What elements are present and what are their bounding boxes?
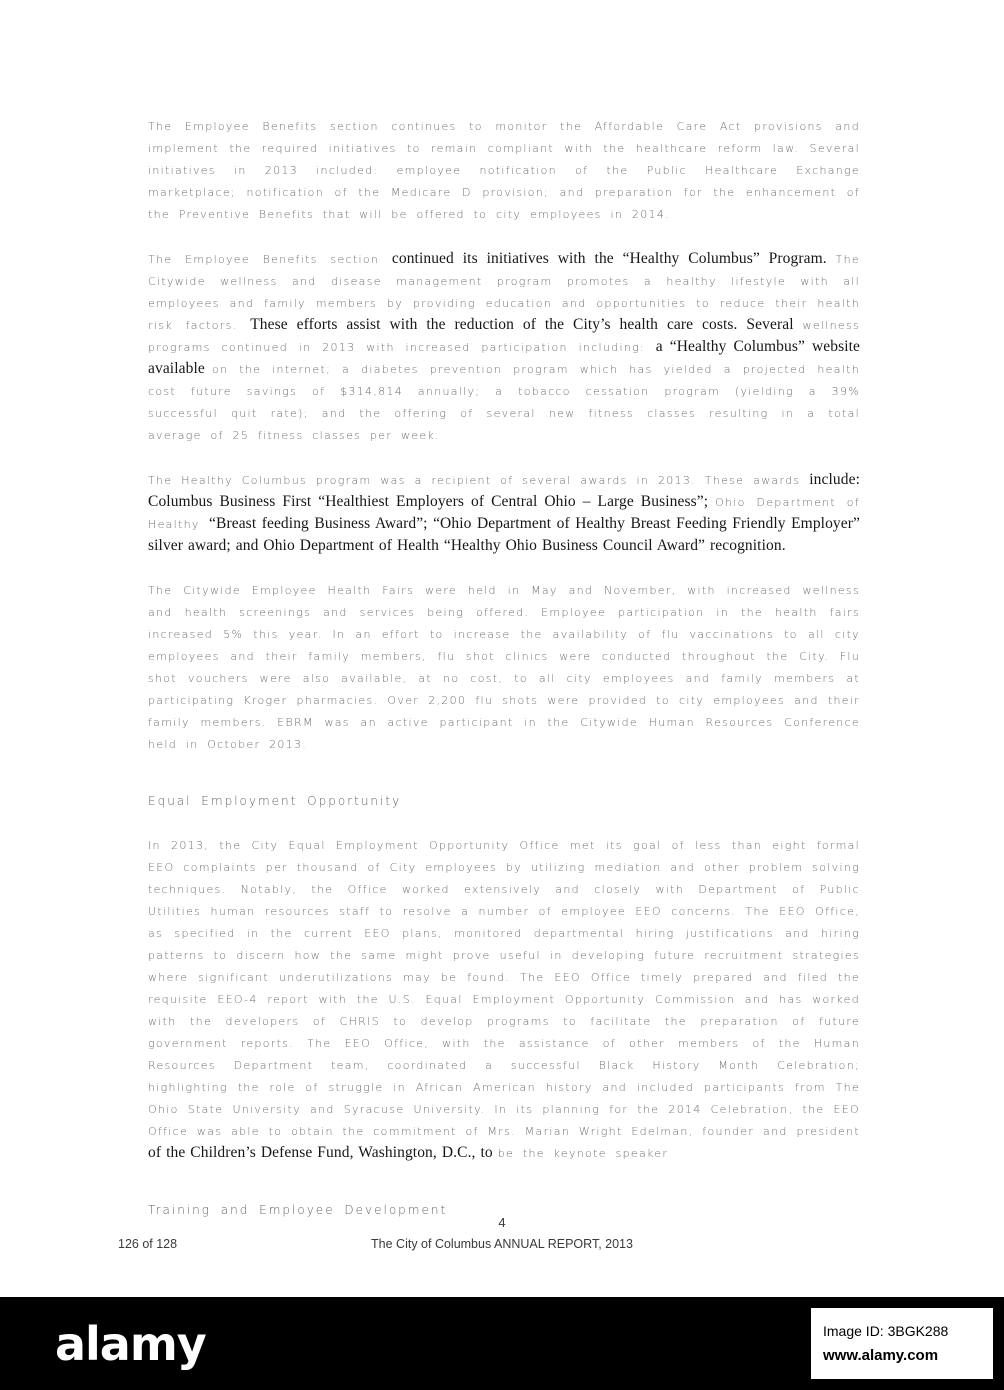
paragraph bbox=[148, 834, 860, 1164]
footer-row bbox=[0, 1237, 1004, 1255]
text-run: wellness programs continued in 2013 with increased participation including: bbox=[148, 319, 861, 354]
alamy-logo: alamy bbox=[55, 1316, 206, 1371]
text-run: The Employee Benefits section bbox=[148, 253, 392, 266]
footer-title: The City of Columbus ANNUAL REPORT, 2013 bbox=[371, 1237, 633, 1251]
text-run: include: Columbus Business First “Healthiest Employers of Central Ohio – Large Business”; bbox=[148, 471, 860, 510]
text-run: Training and Employee Development bbox=[148, 1203, 448, 1217]
alamy-url: www.alamy.com bbox=[823, 1347, 939, 1364]
text-run: The Citywide Employee Health Fairs were held in May and November, with increased wellness and health screenings and services being offered. Employee participation in the health fairs increased 5% this year. In an effort to increase the availability of flu vaccinations to all city employees and their family members, flu shot clinics were conducted throughout the City. Flu shot vouchers were also available, at no cost, to all city employees and family members at participating Kroger pharmacies. Over 2,200 flu shots were provided to city employees and their family members. EBRM was an active participant in the Citywide Human Resources Conference held in October 2013. bbox=[148, 584, 860, 751]
text-run: a “Healthy Columbus” website available bbox=[148, 338, 860, 377]
text-run: The Citywide wellness and disease management program promotes a healthy lifestyle with all employees and family members by providing education and opportunities to reduce their health risk factors. bbox=[148, 253, 860, 332]
footer-page-count: 126 of 128 bbox=[118, 1237, 178, 1251]
text-run: of the Children’s Defense Fund, Washington, D.C., to bbox=[148, 1144, 498, 1161]
text-run: continued its initiatives with the “Healthy Columbus” Program. bbox=[391, 250, 836, 267]
text-run: In 2013, the City Equal Employment Opportunity Office met its goal of less than eight formal EEO complaints per thousand of City employees by utilizing mediation and other problem solving techniques. Notably, the Office worked extensively and closely with Department of Public Utilities human resources staff to resolve a number of employee EEO concerns. The EEO Office, as specified in the current EEO plans, monitored departmental hiring justifications and hiring patterns to discern how the same might prove useful in developing future recruitment strategies where significant underutilizations may be found. The EEO Office timely prepared and filed the requisite EEO-4 report with the U.S. Equal Employment Opportunity Commission and has worked with the developers of CHRIS to develop programs to facilitate the preparation of future government reports. The EEO Office, with the assistance of other members of the Human Resources Department team, coordinated a successful Black History Month Celebration; highlighting the role of struggle in African American history and included participants from The Ohio State University and Syracuse University. In its planning for the 2014 Celebration, the EEO Office was able to obtain the commitment of Mrs. Marian Wright Edelman, founder and president bbox=[148, 839, 860, 1138]
text-run: “Breast feeding Business Award”; “Ohio Department of Healthy Breast Feeding Friendly Employer” silver award; and Ohio Department of Health “Healthy Ohio Business Council Award” recognition. bbox=[148, 515, 860, 554]
text-run: Equal Employment Opportunity bbox=[148, 794, 402, 808]
document-content bbox=[148, 115, 860, 1243]
watermark-bar bbox=[0, 1297, 1004, 1390]
text-run: Ohio Department of Healthy bbox=[148, 496, 861, 531]
image-id-label: Image ID: 3BGK288 bbox=[823, 1323, 949, 1339]
paragraph bbox=[148, 579, 860, 755]
paragraph bbox=[148, 115, 860, 225]
text-run: be the keynote speaker bbox=[497, 1147, 669, 1160]
text-run: The Employee Benefits section continues to monitor the Affordable Care Act provisions and implement the required initiatives to remain compliant with the healthcare reform law. Several initiatives in 2013 included: employee notification of the Public Healthcare Exchange marketplace; notification of the Medicare D provision; and preparation for the enhancement of the Preventive Benefits that will be offered to city employees in 2014. bbox=[148, 120, 860, 221]
page-number: 4 bbox=[498, 1215, 506, 1230]
watermark-id-box bbox=[811, 1308, 993, 1379]
text-run: The Healthy Columbus program was a recipient of several awards in 2013. These awards bbox=[148, 474, 810, 487]
paragraph bbox=[148, 248, 860, 446]
paragraph bbox=[148, 469, 860, 556]
text-run: These efforts assist with the reduction of the City’s health care costs. Several bbox=[250, 316, 803, 333]
page-footer bbox=[0, 1215, 1004, 1255]
text-run: on the internet; a diabetes prevention program which has yielded a projected health cost future savings of $314,814 annually; a tobacco cessation program (yielding a 39% successful quit rate); and the offering of several new fitness classes resulting in a total average of 25 fitness classes per week. bbox=[148, 363, 860, 442]
section-heading bbox=[148, 787, 860, 812]
